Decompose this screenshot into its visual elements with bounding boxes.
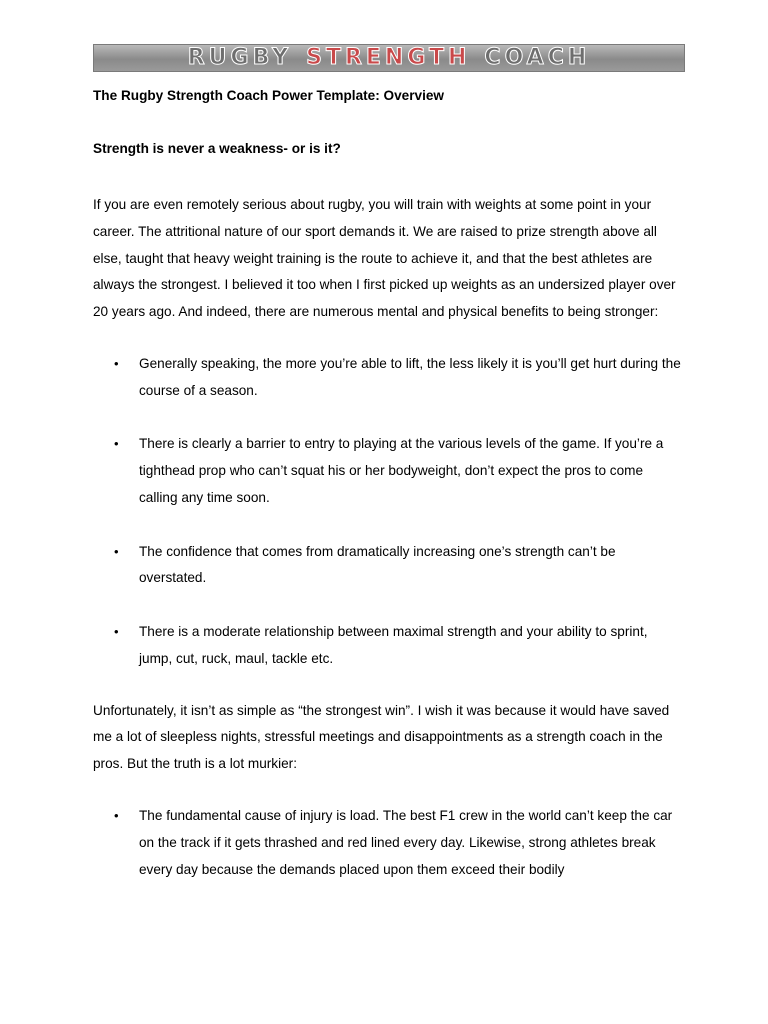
list-item-text: The confidence that comes from dramatically increasing one’s strength can’t be overstated.: [139, 543, 616, 586]
list-item: [93, 351, 683, 405]
list-item-text: There is clearly a barrier to entry to playing at the various levels of the game. If you’re a tighthead prop who can’t squat his or her bodyweight, don’t expect the pros to come calling any time soon.: [139, 436, 664, 505]
caveats-list: [93, 803, 683, 883]
list-item: [93, 431, 683, 511]
bullet-icon: •: [114, 436, 119, 452]
list-item: [93, 803, 683, 883]
list-item-text: There is a moderate relationship between maximal strength and your ability to sprint, jump, cut, ruck, maul, tackle etc.: [139, 623, 648, 666]
banner-word-strength: STRENGTH: [306, 45, 471, 70]
bullet-icon: •: [114, 623, 119, 639]
banner-word-coach: COACH: [484, 45, 591, 70]
bullet-icon: •: [114, 355, 119, 371]
banner-logo-text: [188, 47, 591, 69]
bullet-icon: •: [114, 543, 119, 559]
list-item-text: Generally speaking, the more you’re able to lift, the less likely it is you’ll get hurt during the course of a season.: [139, 355, 681, 398]
document-body: [93, 86, 683, 883]
list-item: [93, 619, 683, 673]
document-title: The Rugby Strength Coach Power Template: Overview: [93, 88, 444, 103]
banner-word-rugby: RUGBY: [187, 45, 293, 70]
benefits-list: [93, 351, 683, 673]
list-item: [93, 539, 683, 593]
transition-paragraph: Unfortunately, it isn’t as simple as “the strongest win”. I wish it was because it would have saved me a lot of sleepless nights, stressful meetings and disappointments as a strength coach in the pros. But the truth is a lot murkier:: [93, 702, 670, 772]
list-item-text: The fundamental cause of injury is load. The best F1 crew in the world can’t keep the car on the track if it gets thrashed and red lined every day. Likewise, strong athletes break every day because the demands placed upon them exceed their bodily: [139, 807, 673, 877]
site-banner-logo: [93, 44, 685, 72]
document-subtitle: Strength is never a weakness- or is it?: [93, 141, 341, 156]
bullet-icon: •: [114, 807, 119, 823]
intro-paragraph: If you are even remotely serious about rugby, you will train with weights at some point in your career. The attritional nature of our sport demands it. We are raised to prize strength above all else, taught that heavy weight training is the route to achieve it, and that the best athletes are always the strongest. I believed it too when I first picked up weights as an undersized player over 20 years ago. And indeed, there are numerous mental and physical benefits to being stronger:: [93, 197, 676, 320]
